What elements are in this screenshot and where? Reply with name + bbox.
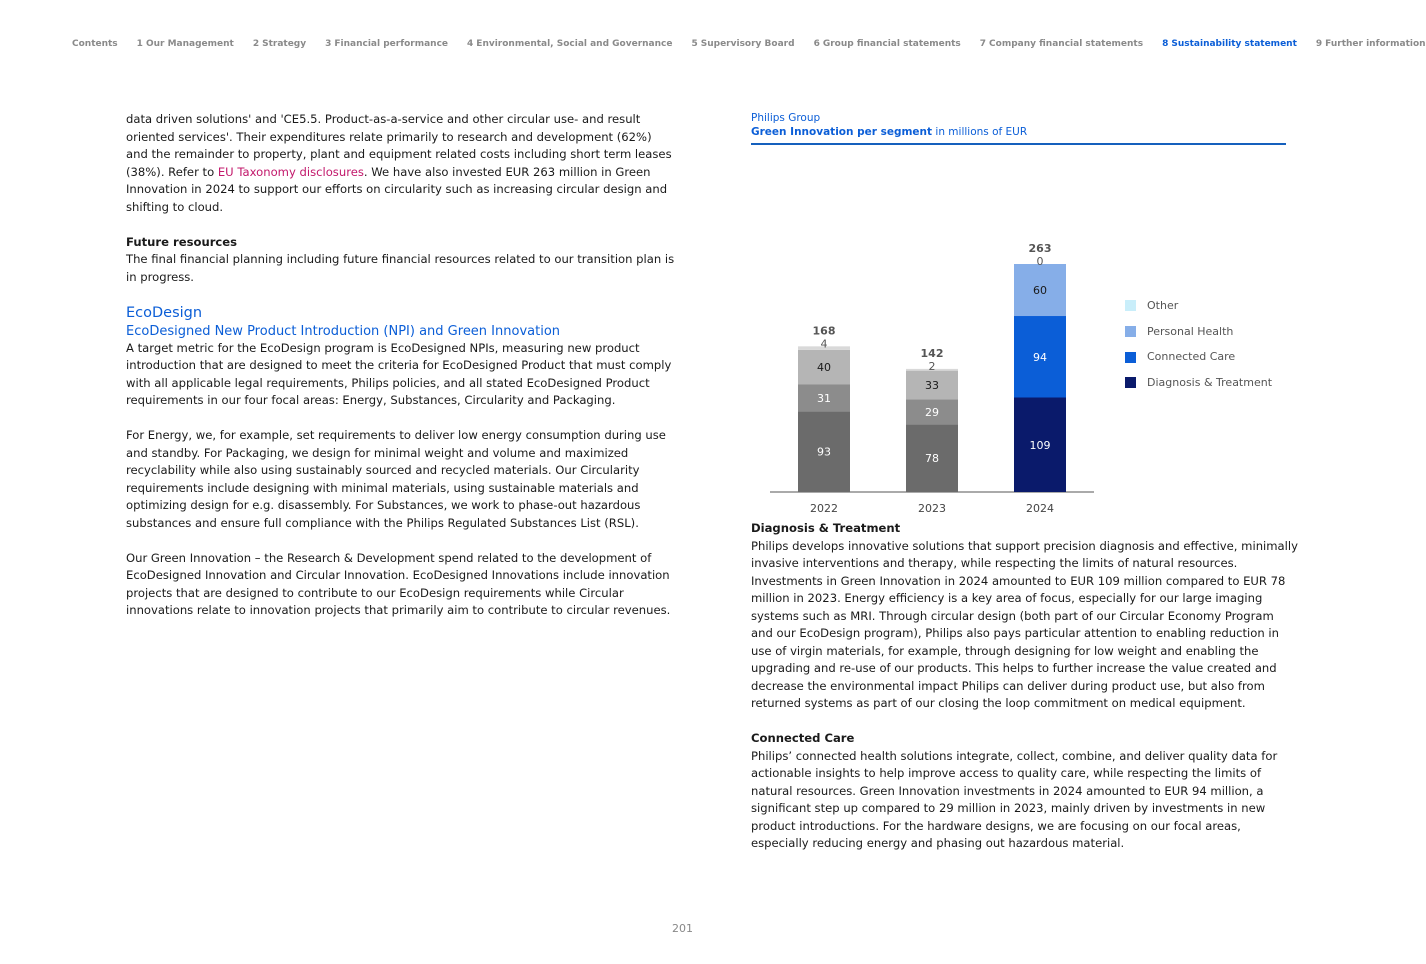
x-tick-label: 2023 bbox=[918, 502, 946, 515]
nav-number: 5 bbox=[691, 39, 698, 49]
connected-care-text: Philips’ connected health solutions integrate, collect, combine, and deliver quality data for actionable insights to help improve access to quality care, while respecting the limits of natural resources. Green Innovation investments in 2024 amounted to EUR 94 million, a significant step up compared to 29 million in 2023, mainly driven by investments in new product introductions. For the hardware designs, we are focusing on our focal areas, especially reducing energy and phasing out hazardous material. bbox=[751, 748, 1278, 850]
future-resources-heading: Future resources bbox=[126, 234, 238, 249]
ecodesign-paragraph: Our Green Innovation – the Research & Development spend related to the development of EcoDesigned Innovation and Circular Innovation. EcoDesigned Innovations include innovation projects that are designed to contribute to our EcoDesign requirements while Circular innovations relate to innovation projects that primarily aim to contribute to circular revenues. bbox=[126, 550, 671, 617]
data-label: 94 bbox=[1033, 350, 1047, 364]
total-label: 263 bbox=[1028, 242, 1052, 255]
legend-swatch bbox=[1125, 377, 1136, 388]
chart-source: Philips Group bbox=[751, 112, 821, 124]
data-label: 33 bbox=[925, 378, 939, 392]
nav-item-our-management[interactable] bbox=[137, 39, 234, 49]
x-tick-label: 2024 bbox=[1026, 502, 1054, 515]
segment-text bbox=[751, 520, 1299, 853]
stacked-bar-chart bbox=[751, 145, 1111, 520]
legend-item bbox=[1125, 344, 1272, 370]
nav-item-further-information[interactable] bbox=[1316, 39, 1426, 49]
total-label: 142 bbox=[920, 346, 944, 360]
data-label: 93 bbox=[817, 445, 831, 459]
legend-swatch bbox=[1125, 300, 1136, 311]
nav-label: Our Management bbox=[145, 39, 234, 49]
total-label: 168 bbox=[812, 324, 836, 338]
data-label: 2 bbox=[928, 359, 936, 373]
nav-number: 9 bbox=[1315, 39, 1323, 49]
chart-title bbox=[751, 125, 1286, 139]
data-label: 0 bbox=[1036, 255, 1044, 268]
ecodesign-paragraph: For Energy, we, for example, set requirements to deliver low energy consumption during use and standby. For Packaging, we design for minimal weight and volume and maximized recyclability while also using sustainably sourced and recycled materials. Our Circularity requirements include designing with minimal materials, using sustainable materials and optimizing design for e.g. disassembly. For Substances, we work to phase-out hazardous substances and ensure full compliance with the Philips Regulated Substances List (RSL). bbox=[126, 428, 666, 530]
x-tick-label: 2022 bbox=[810, 502, 838, 515]
chart-title-unit: in millions of EUR bbox=[932, 126, 1028, 138]
intro-paragraph bbox=[126, 111, 676, 216]
legend-item bbox=[1125, 293, 1272, 319]
legend-swatch bbox=[1125, 352, 1136, 363]
page-number: 201 bbox=[672, 922, 693, 935]
chart-legend bbox=[1125, 293, 1272, 396]
nav-label: Contents bbox=[72, 39, 118, 49]
nav-item-financial-performance[interactable] bbox=[325, 39, 448, 49]
legend-swatch bbox=[1125, 326, 1136, 337]
data-label: 31 bbox=[817, 391, 831, 405]
top-navigation bbox=[69, 39, 1426, 49]
eu-taxonomy-link[interactable]: EU Taxonomy disclosures bbox=[217, 164, 364, 179]
nav-number: 1 bbox=[136, 39, 143, 49]
diagnosis-treatment-heading: Diagnosis & Treatment bbox=[751, 521, 901, 535]
data-label: 60 bbox=[1033, 284, 1047, 298]
nav-number: 8 bbox=[1162, 39, 1169, 49]
legend-item bbox=[1125, 319, 1272, 345]
nav-label: Company financial statements bbox=[989, 39, 1144, 49]
chart-header bbox=[751, 111, 1286, 145]
chart-title-bold: Green Innovation per segment bbox=[751, 126, 933, 138]
nav-label: Further information bbox=[1325, 39, 1426, 49]
data-label: 78 bbox=[925, 452, 939, 466]
data-label: 4 bbox=[820, 337, 828, 351]
nav-item-company-financial-statements[interactable] bbox=[980, 39, 1143, 49]
nav-number: 4 bbox=[467, 39, 474, 49]
data-label: 29 bbox=[925, 405, 939, 419]
data-label: 40 bbox=[817, 361, 831, 375]
future-resources-text: The final financial planning including future financial resources related to our transition plan is in progress. bbox=[126, 252, 675, 284]
chart-area bbox=[751, 145, 1299, 520]
nav-item-strategy[interactable] bbox=[253, 39, 306, 49]
intro-text: data driven solutions' and 'CE5.5. Product-as-a-service and other circular use- and result oriented services'. Their expenditures relate primarily to research and development (62%) and the remainder to property, plant and equipment related costs including short term leases (38%). Refer to bbox=[126, 112, 672, 179]
legend-label: Connected Care bbox=[1147, 350, 1236, 364]
nav-item-contents[interactable] bbox=[69, 39, 118, 49]
nav-number: 6 bbox=[813, 39, 820, 49]
legend-label: Personal Health bbox=[1147, 324, 1234, 338]
nav-label: Financial performance bbox=[334, 39, 449, 49]
data-label: 109 bbox=[1029, 438, 1051, 452]
nav-label: Group financial statements bbox=[822, 39, 961, 49]
legend-item bbox=[1125, 370, 1272, 396]
nav-item-supervisory-board[interactable] bbox=[691, 39, 794, 49]
nav-number: 3 bbox=[325, 39, 332, 49]
right-column bbox=[751, 111, 1299, 853]
nav-item-group-financial-statements[interactable] bbox=[814, 39, 961, 49]
nav-number: 2 bbox=[252, 39, 260, 49]
connected-care-heading: Connected Care bbox=[751, 731, 855, 745]
legend-label: Other bbox=[1147, 299, 1179, 313]
nav-label: Environmental, Social and Governance bbox=[476, 39, 673, 49]
nav-label: Supervisory Board bbox=[700, 39, 795, 49]
nav-number: 7 bbox=[979, 39, 987, 49]
ecodesign-subheading: EcoDesigned New Product Introduction (NPI) and Green Innovation bbox=[126, 323, 561, 339]
left-column bbox=[126, 111, 676, 620]
intro-text-end: . We have also invested EUR 263 million in Green Innovation in 2024 to support our efforts on circularity such as increasing circular design and shifting to cloud. bbox=[126, 164, 668, 214]
ecodesign-heading: EcoDesign bbox=[126, 304, 203, 321]
nav-label: Strategy bbox=[262, 39, 307, 49]
diagnosis-treatment-text: Philips develops innovative solutions that support precision diagnosis and effective, minimally invasive interventions and therapy, while respecting the limits of natural resources. Investments in Green Innovation in 2024 amounted to EUR 109 million compared to EUR 78 million in 2023. Energy efficiency is a key area of focus, especially for our large imaging systems such as MRI. Through circular design (both part of our Circular Economy Program and our EcoDesign program), Philips also pays particular attention to enabling reduction in use of virgin materials, for example, through designing for low weight and enabling the upgrading and re-use of our products. This helps to further increase the value created and decrease the environmental impact Philips can deliver during product use, but also from returned systems as part of our closing the loop commitment on medical equipment. bbox=[751, 538, 1298, 710]
ecodesign-paragraph: A target metric for the EcoDesign program is EcoDesigned NPIs, measuring new product introduction that are designed to meet the criteria for EcoDesigned Product that must comply with all applicable legal requirements, Philips policies, and all stated EcoDesigned Product requirements in our four focal areas: Energy, Substances, Circularity and Packaging. bbox=[126, 340, 672, 407]
nav-item-sustainability-statement[interactable] bbox=[1162, 39, 1297, 49]
nav-label: Sustainability statement bbox=[1171, 39, 1297, 49]
legend-label: Diagnosis & Treatment bbox=[1147, 376, 1273, 390]
nav-item-esg[interactable] bbox=[467, 39, 672, 49]
